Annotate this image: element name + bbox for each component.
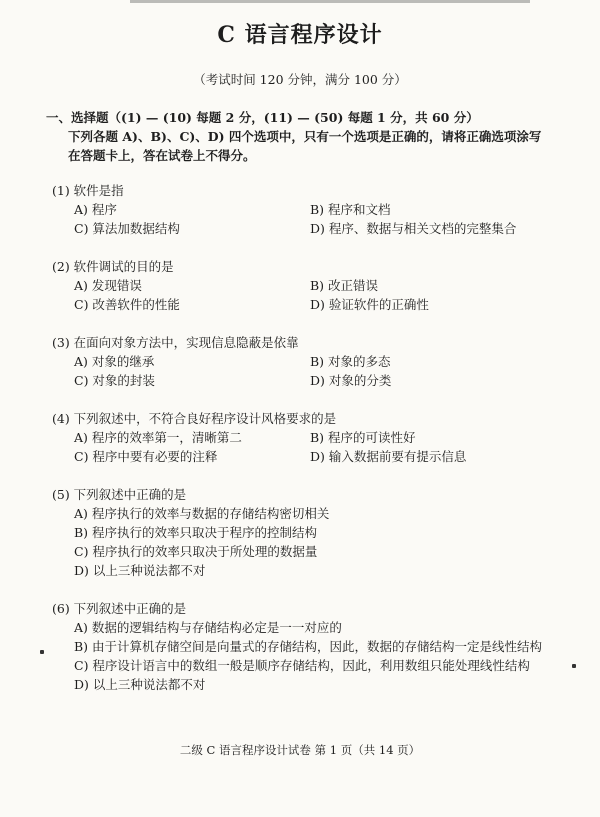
option-row (52, 504, 572, 523)
question-stem: (4) 下列叙述中，不符合良好程序设计风格要求的是 (52, 411, 337, 426)
option-row (52, 371, 572, 390)
section-instruction-line-2: 在答题卡上，答在试卷上不得分。 (68, 148, 256, 163)
question-stem: (3) 在面向对象方法中，实现信息隐蔽是依靠 (52, 335, 299, 350)
option-row (52, 656, 572, 675)
option-a: A) 数据的逻辑结构与存储结构必定是一一对应的 (74, 620, 342, 635)
question-stem: (2) 软件调试的目的是 (52, 259, 174, 274)
question-stem: (5) 下列叙述中正确的是 (52, 487, 187, 502)
option-b: B) 由于计算机存储空间是向量式的存储结构，因此，数据的存储结构一定是线性结构 (74, 639, 543, 654)
option-b: B) 程序和文档 (310, 202, 391, 217)
option-a: A) 对象的继承 (74, 354, 155, 369)
section-heading: 一、选择题（(1) — (10) 每题 2 分，(11) — (50) 每题 1 分，共 60 分） (46, 110, 479, 125)
page-footer: 二级 C 语言程序设计试卷 第 1 页（共 14 页） (179, 743, 421, 757)
option-row (52, 219, 572, 238)
question-4 (52, 409, 572, 466)
exam-title: C 语言程序设计 (217, 22, 383, 48)
top-edge-line (130, 0, 530, 3)
section-instruction-line-1: 下列各题 A)、B)、C)、D) 四个选项中，只有一个选项是正确的，请将正确选项涂写 (68, 129, 542, 144)
option-row (52, 447, 572, 466)
option-a: A) 程序 (74, 202, 117, 217)
question-2 (52, 257, 572, 314)
option-row (52, 428, 572, 447)
option-b: B) 程序执行的效率只取决于程序的控制结构 (74, 525, 318, 540)
option-row (52, 295, 572, 314)
option-c: C) 程序设计语言中的数组一般是顺序存储结构，因此，利用数组只能处理线性结构 (74, 658, 530, 673)
option-b: B) 程序的可读性好 (310, 430, 416, 445)
option-row (52, 523, 572, 542)
question-6 (52, 599, 572, 694)
option-b: B) 对象的多态 (310, 354, 391, 369)
question-stem: (1) 软件是指 (52, 183, 124, 198)
option-d: D) 验证软件的正确性 (310, 297, 429, 312)
option-c: C) 程序执行的效率只取决于所处理的数据量 (74, 544, 318, 559)
option-row (52, 276, 572, 295)
option-a: A) 程序的效率第一，清晰第二 (74, 430, 242, 445)
option-row (52, 637, 572, 656)
option-b: B) 改正错误 (310, 278, 379, 293)
option-row (52, 542, 572, 561)
scan-speck (40, 650, 44, 654)
scan-speck (572, 664, 576, 668)
option-c: C) 算法加数据结构 (74, 221, 180, 236)
option-c: C) 改善软件的性能 (74, 297, 180, 312)
option-row (52, 561, 572, 580)
option-row (52, 200, 572, 219)
option-d: D) 对象的分类 (310, 373, 392, 388)
option-d: D) 以上三种说法都不对 (74, 677, 206, 692)
option-c: C) 对象的封装 (74, 373, 155, 388)
option-a: A) 发现错误 (74, 278, 142, 293)
option-d: D) 程序、数据与相关文档的完整集合 (310, 221, 517, 236)
option-c: C) 程序中要有必要的注释 (74, 449, 218, 464)
option-a: A) 程序执行的效率与数据的存储结构密切相关 (74, 506, 330, 521)
section-header (46, 108, 566, 165)
question-5 (52, 485, 572, 580)
question-stem: (6) 下列叙述中正确的是 (52, 601, 187, 616)
exam-subtitle: （考试时间 120 分钟，满分 100 分） (193, 72, 407, 87)
question-1 (52, 181, 572, 238)
option-d: D) 输入数据前要有提示信息 (310, 449, 467, 464)
option-row (52, 675, 572, 694)
question-3 (52, 333, 572, 390)
option-row (52, 352, 572, 371)
option-d: D) 以上三种说法都不对 (74, 563, 206, 578)
option-row (52, 618, 572, 637)
